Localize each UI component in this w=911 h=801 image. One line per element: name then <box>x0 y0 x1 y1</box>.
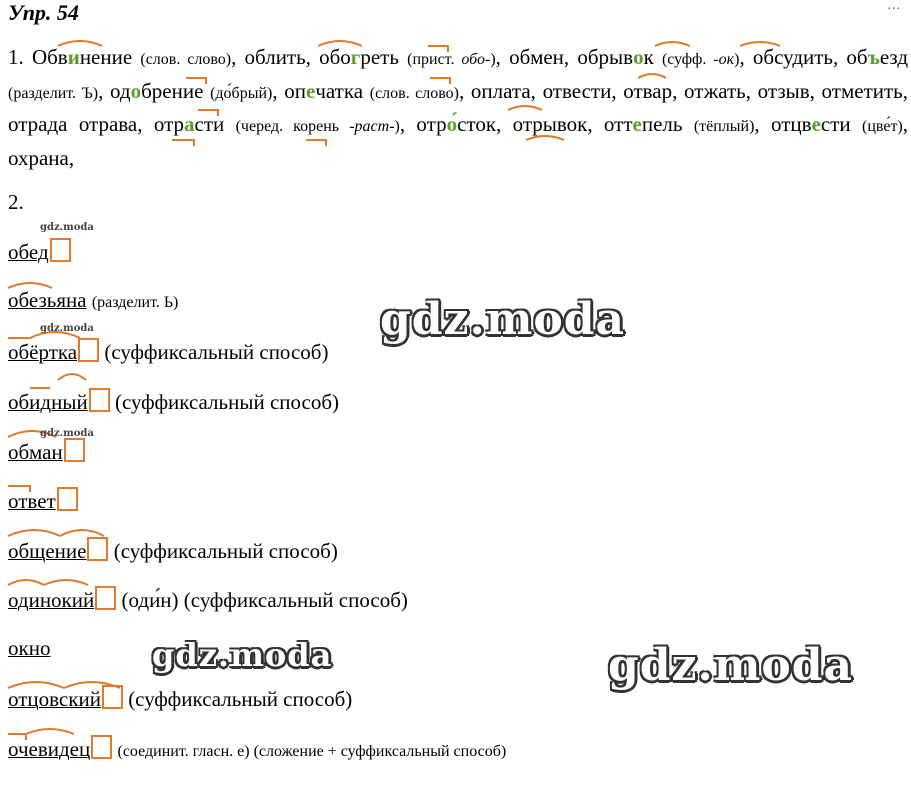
text: чатка <box>315 78 364 103</box>
note: (черед. корень <box>235 118 350 135</box>
vowel-highlight: е <box>306 78 316 103</box>
text: , обмен, обрыв <box>495 45 634 69</box>
note: (прист. <box>407 51 462 68</box>
letter-highlight: ъ <box>867 45 880 69</box>
vowel-highlight: а <box>184 112 195 136</box>
watermark-small: gdz.moda <box>40 428 94 439</box>
ending-box <box>50 238 71 262</box>
word-note: (соединит. гласн. е) (сложение + суффиксальный способ) <box>117 743 507 760</box>
vowel-highlight: о <box>633 45 644 69</box>
vowel-highlight: о <box>130 78 142 103</box>
word: окно <box>8 636 51 660</box>
watermark-large: gdz.moda <box>380 294 626 345</box>
text: , оплата, отвести, отвар, отжать, отзыв, отметить, отрада отрава, отр <box>8 78 908 136</box>
word: отцовский <box>8 687 101 711</box>
note: ) <box>734 51 740 68</box>
word-note: (суффиксальный способ) <box>128 687 353 711</box>
text: , охрана, <box>8 112 909 170</box>
part2-number: 2. <box>8 190 24 214</box>
watermark-large: gdz.moda <box>152 636 333 674</box>
part1-number: 1. <box>8 45 24 69</box>
exercise-title: Упр. 54 <box>8 0 79 25</box>
text: , оп <box>272 78 306 103</box>
word-note: (суффиксальный способ) <box>104 340 329 364</box>
note: (цве́т) <box>861 118 903 135</box>
vowel-highlight: и <box>67 45 80 69</box>
text: езд <box>879 45 909 69</box>
text: , од <box>98 78 131 103</box>
note: (до́брый) <box>210 84 273 102</box>
note: (суфф. <box>661 51 714 68</box>
word-note: (суффиксальный способ) <box>113 539 338 563</box>
vowel-highlight: о́ <box>446 112 458 136</box>
word: одинокий <box>8 588 95 612</box>
word: обидный <box>8 390 88 414</box>
text: к <box>643 45 654 69</box>
text: брение <box>141 78 204 103</box>
vowel-highlight: е <box>811 112 821 136</box>
morpheme-marks <box>0 40 911 180</box>
note-italic: -ок <box>713 51 735 68</box>
more-dots-icon[interactable]: ... <box>887 0 901 13</box>
word-note: (суффиксальный способ) <box>114 390 340 414</box>
text: нение <box>79 45 133 69</box>
text: сти <box>820 112 851 136</box>
word: общение <box>8 539 87 563</box>
word: обёртка <box>8 340 78 364</box>
vowel-highlight: е <box>632 112 642 136</box>
note: ) <box>490 51 496 68</box>
letter-highlight: г <box>350 45 361 69</box>
watermark-small: gdz.moda <box>40 323 94 334</box>
watermark-small: gdz.moda <box>40 222 94 233</box>
text: сток, отрывок, отт <box>457 112 633 136</box>
note: (разделит. Ъ) <box>8 84 99 102</box>
text: реть <box>360 45 408 69</box>
text: пель <box>641 112 683 136</box>
word: ответ <box>8 489 56 513</box>
note-italic: -раст- <box>349 118 395 135</box>
word: обед <box>8 240 49 264</box>
text: , отр <box>399 112 447 136</box>
word-row <box>8 238 71 265</box>
word: обман <box>8 440 63 464</box>
note: ) <box>394 118 400 135</box>
watermark-large: gdz.moda <box>608 640 854 691</box>
word: обезьяна <box>8 288 87 312</box>
note-italic: обо- <box>461 51 491 68</box>
word: очевидец <box>8 737 91 761</box>
note: (слов. слово) <box>140 51 232 68</box>
text: сти <box>194 112 225 136</box>
note: (слов. слово) <box>369 84 459 102</box>
word-note: (разделит. Ь) <box>91 294 179 311</box>
text: Обв <box>31 45 68 69</box>
text: , обсудить, об <box>739 45 868 69</box>
text: , облить, обо <box>231 45 351 69</box>
word-note: (оди́н) (суффиксальный способ) <box>121 588 408 612</box>
note: (тёплый) <box>693 118 755 135</box>
text: , отцв <box>754 112 812 136</box>
